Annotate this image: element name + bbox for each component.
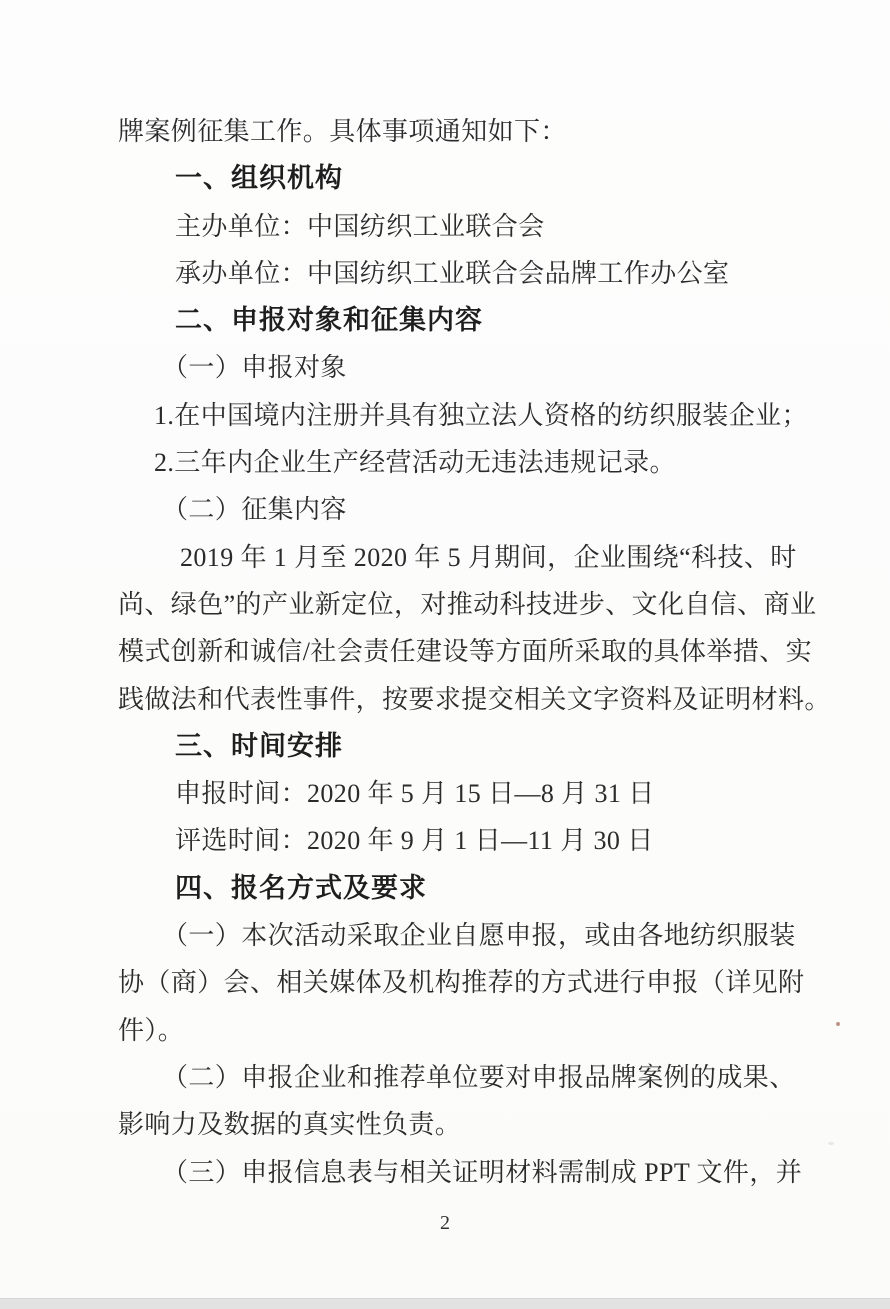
scan-speck — [836, 1022, 840, 1026]
doc-line: 模式创新和诚信/社会责任建设等方面所采取的具体举措、实 — [118, 637, 813, 667]
doc-line: 评选时间：2020 年 9 月 1 日—11 月 30 日 — [175, 826, 654, 856]
section-heading: 一、组织机构 — [175, 163, 343, 194]
doc-line: （二）申报企业和推荐单位要对申报品牌案例的成果、 — [162, 1062, 796, 1092]
doc-line: （一）申报对象 — [162, 353, 347, 383]
page-number: 2 — [440, 1212, 450, 1234]
section-heading: 三、时间安排 — [175, 730, 343, 761]
section-heading: 四、报名方式及要求 — [175, 872, 427, 903]
doc-line: 申报时间：2020 年 5 月 15 日—8 月 31 日 — [175, 779, 655, 809]
scan-smudge — [828, 1142, 834, 1145]
doc-line: 践做法和代表性事件，按要求提交相关文字资料及证明材料。 — [118, 684, 831, 714]
doc-line: 尚、绿色”的产业新定位，对推动科技进步、文化自信、商业 — [118, 589, 817, 619]
doc-line: 件）。 — [118, 1015, 185, 1045]
doc-line: 协（商）会、相关媒体及机构推荐的方式进行申报（详见附 — [118, 968, 805, 998]
doc-line: 2.三年内企业生产经营活动无违法违规记录。 — [154, 448, 676, 478]
doc-line: （一）本次活动采取企业自愿申报，或由各地纺织服装 — [162, 921, 796, 951]
doc-line: 影响力及数据的真实性负责。 — [118, 1110, 462, 1140]
doc-line: （二）征集内容 — [162, 495, 347, 525]
doc-line: 牌案例征集工作。具体事项通知如下： — [118, 117, 567, 146]
doc-line: 承办单位：中国纺织工业联合会品牌工作办公室 — [175, 258, 730, 288]
section-heading: 二、申报对象和征集内容 — [175, 305, 483, 336]
doc-line: 主办单位：中国纺织工业联合会 — [175, 211, 545, 241]
doc-line: 1.在中国境内注册并具有独立法人资格的纺织服装企业； — [154, 400, 808, 430]
doc-line: （三）申报信息表与相关证明材料需制成 PPT 文件，并 — [162, 1157, 803, 1187]
document-lines — [118, 108, 831, 1196]
scan-edge-bar — [0, 1298, 890, 1309]
doc-line: 2019 年 1 月至 2020 年 5 月期间，企业围绕“科技、时 — [180, 542, 797, 572]
